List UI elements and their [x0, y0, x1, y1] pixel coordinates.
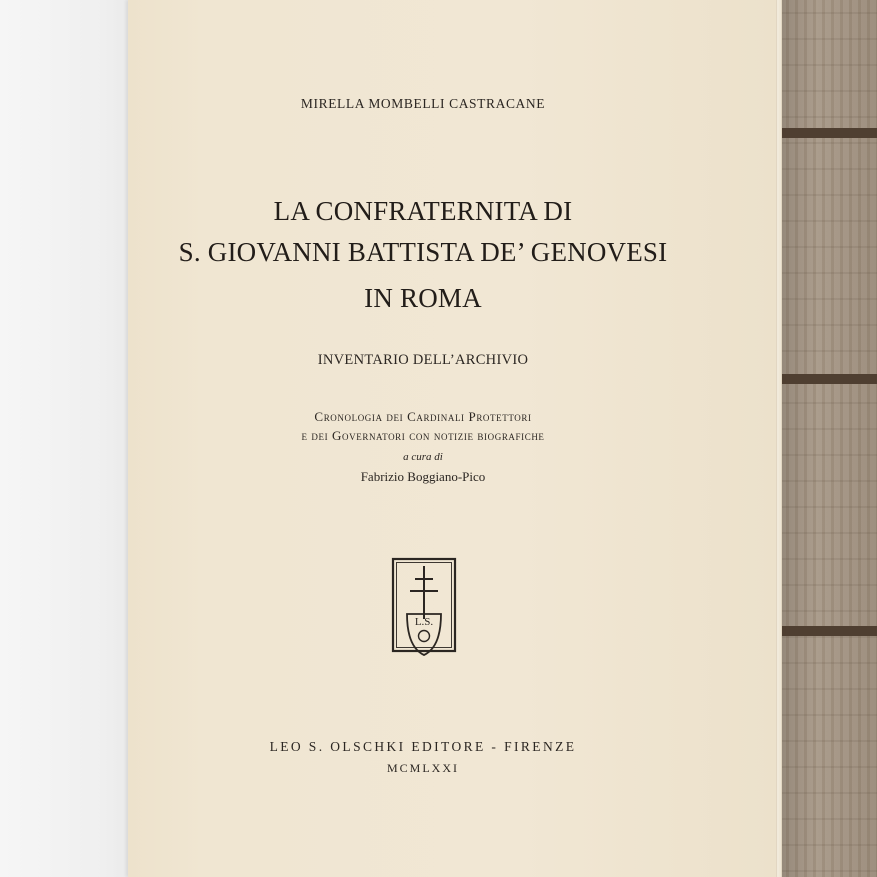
plank-gap	[777, 128, 877, 138]
book-subtitle: INVENTARIO DELL’ARCHIVIO	[317, 352, 529, 368]
title-page	[128, 0, 776, 877]
appendix-line-1: Cronologia dei Cardinali Protettori	[314, 409, 532, 424]
publisher-emblem	[391, 557, 457, 663]
editor-name: Fabrizio Boggiano-Pico	[360, 469, 486, 484]
book-title-line-3: IN ROMA	[364, 283, 482, 313]
emblem-circle-o	[419, 631, 430, 642]
appendix-line-2: e dei Governatori con notizie biografiche	[301, 428, 545, 443]
plank-gap	[777, 374, 877, 384]
book-title-line-1: LA CONFRATERNITA DI	[273, 196, 573, 226]
editor-prefix: a cura di	[403, 451, 443, 463]
author-name: MIRELLA MOMBELLI CASTRACANE	[300, 96, 546, 111]
publisher-line: LEO S. OLSCHKI EDITORE - FIRENZE	[269, 739, 577, 754]
plank-gap	[777, 626, 877, 636]
book-title-line-2: S. GIOVANNI BATTISTA DE’ GENOVESI	[178, 237, 668, 267]
emblem-monogram: L.S.	[414, 616, 434, 628]
publication-year: MCMLXXI	[386, 761, 459, 775]
